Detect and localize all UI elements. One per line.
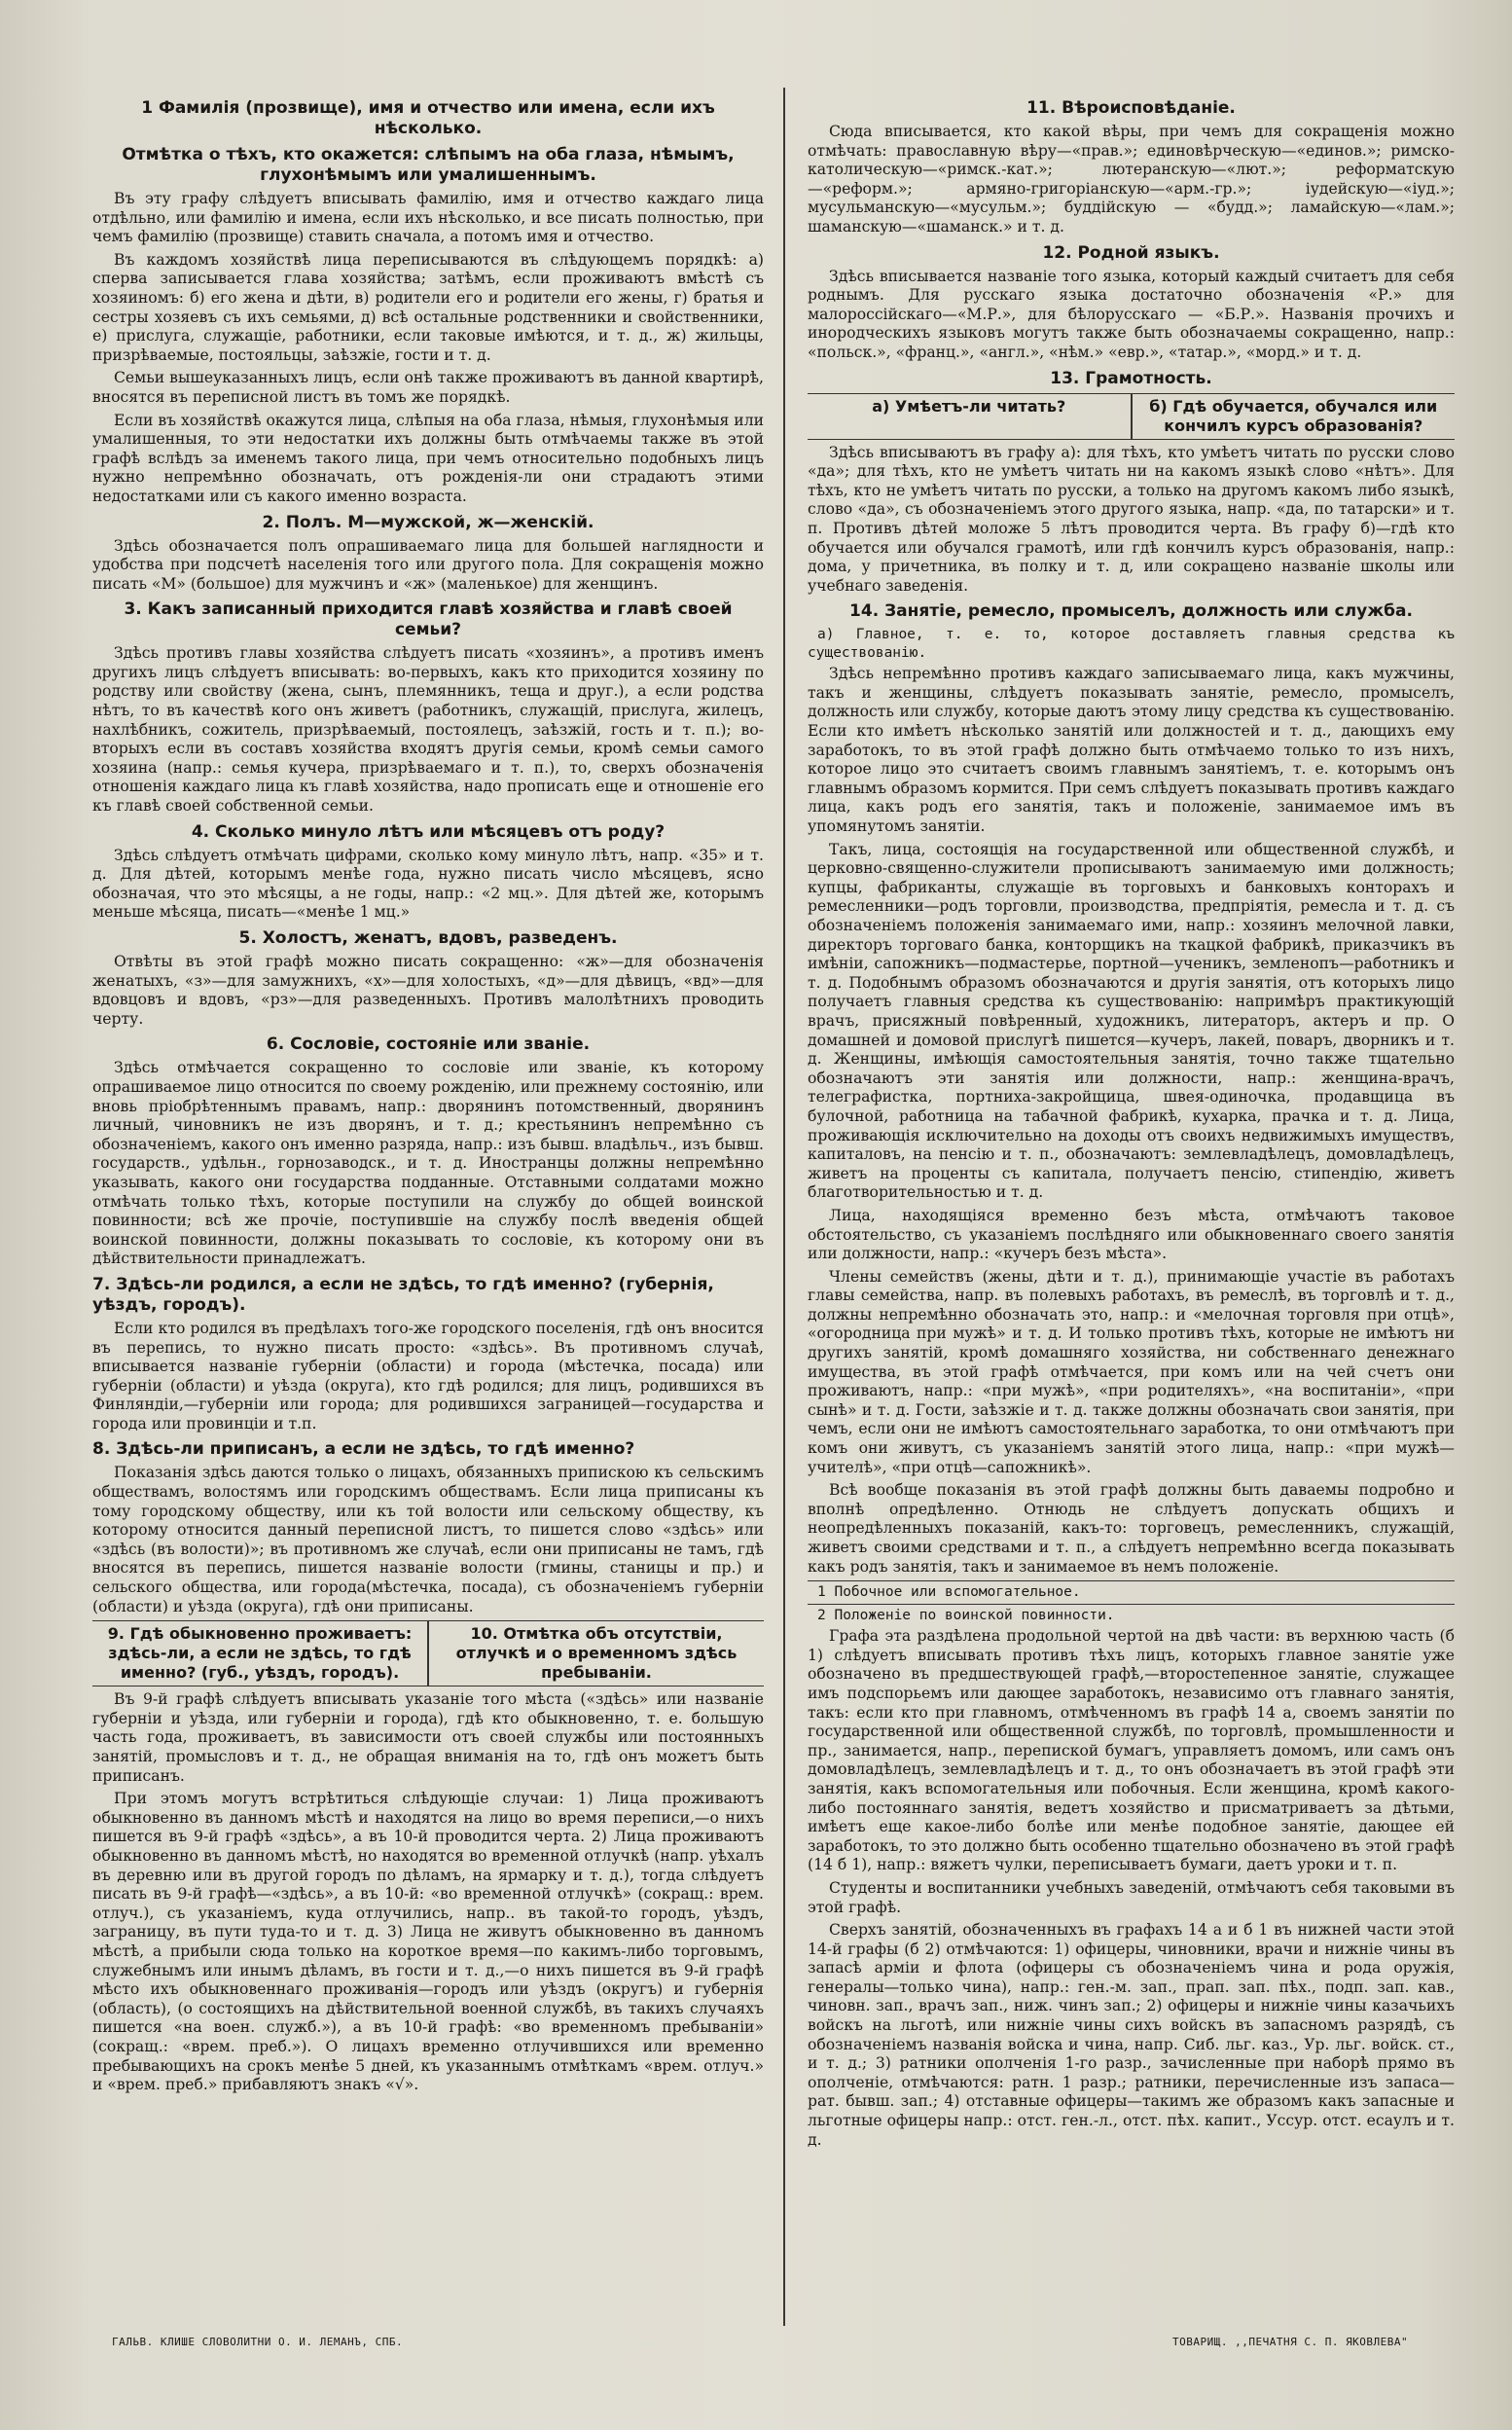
right-column	[808, 92, 1455, 2302]
section-13a-title: а) Умѣетъ-ли читать?	[872, 396, 1066, 416]
section-12-text: Здѣсь вписывается названіе того языка, который каждый считаетъ для себя роднымъ. Для русскаго языка достаточно обозначенія «Р.» для малороссійскаго—«М.Р.», для бѣлорусскаго — «Б.Р.». Названія прочихъ и инородческихъ языковъ могутъ также быть обозначаемы сокращенно, напр.: «польск.», «франц.», «англ.», «нѣм.» «евр.», «татар.», «морд.» и т. д.	[808, 267, 1455, 361]
section-11-title: 11. Вѣроисповѣданіе.	[1026, 98, 1236, 118]
section-7-text: Если кто родился въ предѣлахъ того-же городского поселенія, гдѣ онъ вносится въ перепись, то нужно писать просто: «здѣсь». Въ противномъ случаѣ, вписывается названіе губерніи (области) и города (мѣстечка, посада) или губерніи (области) и уѣзда (округа), кто гдѣ родился; для лицъ, родившихся въ Финляндіи,—губерніи или города; для родившихся заграницей—государства и города или провинціи и т.п.	[92, 1319, 764, 1433]
section-2-title: 2. Полъ. М—мужской, ж—женскій.	[262, 512, 594, 532]
section-14-title: 14. Занятіе, ремесло, промыселъ, должность или служба.	[849, 601, 1413, 622]
section-1-text: Семьи вышеуказанныхъ лицъ, если онѣ также проживаютъ въ данной квартирѣ, вносятся въ переписной листъ въ томъ же порядкѣ.	[92, 369, 764, 406]
section-1-title: 1 Фамилія (прозвище), имя и отчество или имена, если ихъ нѣсколько.	[141, 98, 715, 138]
section-13-title: 13. Грамотность.	[1050, 368, 1212, 388]
section-14-text: Такъ, лица, состоящія на государственной или общественной службѣ, и церковно-священно-служители прописываютъ занимаемую ими должность; купцы, фабриканты, служащіе въ торговыхъ и банковыхъ конторахъ и ремесленники—родъ торговли, производства, предпріятія, ремесла и т. д. съ обозначеніемъ положенія занимаемаго ими, напр.: хозяинъ мелочной лавки, директоръ торговаго банка, конторщикъ на ткацкой фабрикѣ, приказчикъ въ имѣніи, сапожникъ—подмастерье, портной—ученикъ, земленопъ—работникъ и т. д. Подобнымъ образомъ обозначаются и другія занятія, отъ которыхъ лицо получаетъ главныя средства къ существованію: напримѣръ практикующій врачъ, присяжный повѣренный, художникъ, литераторъ, актеръ и пр. О домашней и домовой прислугѣ пишется—кучеръ, лакей, поваръ, дворникъ и т. д. Женщины, имѣющія самостоятельныя занятія, точно также тщательно обозначаютъ эти занятія или должности, напр.: женщина-врачъ, телеграфистка, портниха-закройщица, швея-одиночка, продавщица въ булочной, работница на табачной фабрикѣ, кухарка, прачка и т. д. Лица, проживающія исключительно на доходы отъ своихъ недвижимыхъ имуществъ, капиталовъ, на пенсію и т. п., обозначаютъ: землевладѣлецъ, домовладѣлецъ, живетъ на проценты съ капитала, получаетъ пенсію, стипендію, живетъ благотворительностью и т. д.	[808, 840, 1455, 1202]
section-9-10-header	[92, 1620, 764, 1686]
divider	[808, 1604, 1455, 1605]
printer-credit-right: ТОВАРИЩ. ,,ПЕЧАТНЯ С. П. ЯКОВЛЕВА"	[1172, 2336, 1409, 2348]
section-3-title: 3. Какъ записанный приходится главѣ хозяйства и главѣ своей семьи?	[124, 599, 733, 640]
section-8-title: 8. Здѣсь-ли приписанъ, а если не здѣсь, то гдѣ именно?	[92, 1439, 635, 1460]
section-9-text: Въ 9-й графѣ слѣдуетъ вписывать указаніе того мѣста («здѣсь» или названіе губерніи и уѣзда, или губерніи и города), гдѣ кто обыкновенно, т. е. большую часть года, проживаетъ, въ зависимости отъ своей службы или постоянныхъ занятій, промысловъ и т. д., не обращая вниманія на то, гдѣ онъ можетъ быть приписанъ.	[92, 1690, 764, 1785]
section-8-text: Показанія здѣсь даются только о лицахъ, обязанныхъ припискою къ сельскимъ обществамъ, волостямъ или городскимъ обществамъ. Если лица приписаны къ тому городскому обществу, или къ той волости или сельскому обществу, къ которому относится данный переписной листъ, то пишется слово «здѣсь» или «здѣсь (въ волости)»; въ противномъ же случаѣ, если они приписаны не тамъ, гдѣ вносятся въ перепись, пишется названіе волости (гмины, станицы и пр.) и сельского общества, или города(мѣстечка, посада), съ обозначеніемъ губерніи (области) и уѣзда (округа), гдѣ они приписаны.	[92, 1464, 764, 1615]
section-3-text: Здѣсь противъ главы хозяйства слѣдуетъ писать «хозяинъ», а противъ именъ другихъ лицъ слѣдуетъ вписывать: во-первыхъ, какъ кто приходится хозяину по родству или свойству (жена, сынъ, племянникъ, теща и друг.), а если родства нѣтъ, то въ качествѣ кого онъ живетъ (работникъ, служащій, прислуга, жилецъ, нахлѣбникъ, сожитель, призрѣваемый, постоялецъ, заѣзжій, гость и т. п.); во-вторыхъ если въ составъ хозяйства входятъ другія семьи, кромѣ семьи самого хозяина (напр.: семья кучера, призрѣваемаго и т. п.), то, сверхъ обозначенія отношенія каждаго лица къ главѣ хозяйства, надо прописать еще и отношеніе его къ главѣ своей собственной семьи.	[92, 644, 764, 816]
section-5-text: Отвѣты въ этой графѣ можно писать сокращенно: «ж»—для обозначенія женатыхъ, «з»—для замужнихъ, «х»—для холостыхъ, «д»—для дѣвицъ, «вд»—для вдовцовъ и вдовъ, «рз»—для разведенныхъ. Противъ малолѣтнихъ проводить черту.	[92, 953, 764, 1028]
section-14-text: Сверхъ занятій, обозначенныхъ въ графахъ 14 а и б 1 въ нижней части этой 14-й графы (б 2) отмѣчаются: 1) офицеры, чиновники, врачи и нижніе чины въ запасѣ арміи и флота (офицеры съ обозначеніемъ чина и рода оружія, генералы—только чина), напр.: ген.-м. зап., прап. зап. пѣх., подп. зап. кав., чиновн. зап., врачъ зап., ниж. чинъ зап.; 2) офицеры и нижніе чины казачьихъ войскъ на льготѣ, или нижніе чины сихъ войскъ въ запасномъ разрядѣ, съ обозначеніемъ названія войска и чина, напр. Сиб. льг. каз., Ур. льг. войск. ст., и т. д.; 3) ратники ополченія 1-го разр., зачисленные при наборѣ прямо въ ополченіе, отмѣчаются: ратн. 1 разр.; ратники, перечисленные изъ запаса—рат. бывш. зап.; 4) отставные офицеры—такимъ же образомъ какъ запасные и льготные офицеры напр.: отст. ген.-л., отст. пѣх. капит., Уссур. отст. есаулъ и т. д.	[808, 1921, 1455, 2149]
section-14b1-subtitle: 1 Побочное или вспомогательное.	[817, 1584, 1081, 1601]
section-14-text: Студенты и воспитанники учебныхъ заведеній, отмѣчаютъ себя таковыми въ этой графѣ.	[808, 1878, 1455, 1916]
section-14-text: Здѣсь непремѣнно противъ каждаго записываемаго лица, какъ мужчины, такъ и женщины, слѣдуетъ показывать занятіе, ремесло, промыселъ, должность или службу, которые даютъ этому лицу средства къ существованію. Если кто имѣетъ нѣсколько занятій или должностей и т. д., дающихъ ему заработокъ, то въ этой графѣ должно быть отмѣчаемо только то изъ нихъ, которое лицо это считаетъ своимъ главнымъ занятіемъ, т. е. которымъ онъ главнымъ образомъ кормится. При семъ слѣдуетъ показывать противъ каждаго лица, какъ родъ его занятія, такъ и положеніе, занимаемое имъ въ упомянутомъ занятіи.	[808, 665, 1455, 836]
section-10-title: 10. Отмѣтка объ отсутствіи, отлучкѣ и о временномъ здѣсь пребываніи.	[427, 1621, 764, 1686]
section-4-title: 4. Сколько минуло лѣтъ или мѣсяцевъ отъ роду?	[191, 821, 666, 842]
section-9-text: При этомъ могутъ встрѣтиться слѣдующіе случаи: 1) Лица проживаютъ обыкновенно въ данномъ мѣстѣ и находятся на лицо во время переписи,—о нихъ пишется въ 9-й графѣ «здѣсь», а въ 10-й проводится черта. 2) Лица проживаютъ обыкновенно въ данномъ мѣстѣ, но находятся во временной отлучкѣ (напр. уѣхалъ въ деревню или въ другой городъ по дѣламъ, на ярмарку и т. д.), тогда слѣдуетъ писать въ 9-й графѣ—«здѣсь», а въ 10-й: «во временной отлучкѣ» (сокращ.: врем. отлуч.), съ указаніемъ, куда отлучились, напр.. въ такой-то городъ, уѣздъ, заграницу, въ пути туда-то и т. д. 3) Лица не живутъ обыкновенно въ данномъ мѣстѣ, а прибыли сюда только на короткое время—по какимъ-либо торговымъ, служебнымъ или инымъ дѣламъ, въ гости и т. д.,—о нихъ пишется въ 9-й графѣ мѣсто ихъ обыкновеннаго проживанія—городъ или уѣздъ (округъ) и губернія (область), (о состоящихъ на дѣйствительной военной службѣ, въ такихъ случаяхъ пишется «на воен. служб.»), а въ 10-й графѣ: «во временномъ пребываніи» (сокращ.: «врем. преб.»). О лицахъ временно отлучившихся или временно пребывающихъ на срокъ менѣе 5 дней, къ указаннымъ отмѣткамъ «врем. отлуч.» и «врем. преб.» прибавляютъ знакъ «√».	[92, 1790, 764, 2094]
section-1-text: Въ эту графу слѣдуетъ вписывать фамилію, имя и отчество каждаго лица отдѣльно, или фамилію и имена, если ихъ нѣсколько, и все писать полностью, при чемъ фамилію (прозвище) ставить сначала, а потомъ имя и отчество.	[92, 190, 764, 246]
section-6-text: Здѣсь отмѣчается сокращенно то сословіе или званіе, къ которому опрашиваемое лицо относится по своему рожденію, или прежнему состоянію, или вновь пріобрѣтеннымъ правамъ, напр.: дворянинъ потомственный, дворянинъ личный, чиновникъ не изъ дворянъ, и т. д.; крестьянинъ непремѣнно съ обозначеніемъ, какого онъ именно разряда, напр.: изъ бывш. владѣльч., изъ бывш. государств., удѣльн., горнозаводск., и т. д. Иностранцы должны непремѣнно указывать, какого они государства подданные. Отставными солдатами можно отмѣчать только тѣхъ, которые поступили на службу до общей воинской повинности; всѣ же прочіе, поступившіе на службу послѣ введенія общей воинской повинности, должны показывать то сословіе, къ которому они въ дѣйствительности принадлежатъ.	[92, 1059, 764, 1268]
column-divider	[783, 88, 785, 2326]
section-13-header	[808, 393, 1455, 440]
left-column	[92, 92, 764, 2302]
section-4-text: Здѣсь слѣдуетъ отмѣчать цифрами, сколько кому минуло лѣтъ, напр. «35» и т. д. Для дѣтей, которымъ менѣе года, нужно писать число мѣсяцевъ, ясно обозначая, что это мѣсяцы, а не годы, напр.: «2 мц.». Для дѣтей же, которымъ меньше мѣсяца, писать—«менѣе 1 мц.»	[92, 846, 764, 922]
section-14b2-subtitle: 2 Положеніе по воинской повинности.	[817, 1608, 1115, 1624]
section-1-note: Отмѣтка о тѣхъ, кто окажется: слѣпымъ на оба глаза, нѣмымъ, глухонѣмымъ или умалишеннымъ.	[122, 145, 735, 185]
section-1-text: Если въ хозяйствѣ окажутся лица, слѣпыя на оба глаза, нѣмыя, глухонѣмыя или умалишенныя, то эти недостатки ихъ должны быть отмѣчаемы также въ этой графѣ вслѣдъ за именемъ такого лица, при чемъ относительно подобныхъ лицъ нужно непремѣнно обозначать, отъ рожденія-ли они страдаютъ этими недостатками или съ какого именно возраста.	[92, 411, 764, 505]
section-14-text: Графа эта раздѣлена продольной чертой на двѣ части: въ верхнюю часть (б 1) слѣдуетъ вписывать противъ тѣхъ лицъ, которыхъ главное занятіе уже обозначено въ предшествующей графѣ,—второстепенное занятіе, служащее имъ подспорьемъ или дающее заработокъ, независимо отъ главнаго занятія, такъ: если кто при главномъ, отмѣченномъ въ графѣ 14 а, своемъ занятіи по государственной или общественной службѣ, по торговлѣ, промышленности и пр., занимается, напр., перепиской бумагъ, управляетъ домомъ, или самъ онъ домовладѣлецъ, землевладѣлецъ и т. д., то онъ обозначаетъ въ этой графѣ эти занятія, какъ вспомогательныя или побочныя. Если женщина, кромѣ какого-либо постояннаго занятія, ведетъ хозяйство и присматриваетъ за дѣтьми, имѣетъ еще какое-либо болѣе или менѣе подобное занятіе, дающее ей заработокъ, то это должно быть особенно тщательно обозначено въ этой графѣ (14 б 1), напр.: вяжетъ чулки, переписываетъ бумаги, даетъ уроки и т. п.	[808, 1627, 1455, 1874]
section-13-text: Здѣсь вписываютъ въ графу а): для тѣхъ, кто умѣетъ читать по русски слово «да»; для тѣхъ, кто не умѣетъ читать ни на какомъ языкѣ слово «нѣтъ». Для тѣхъ, кто не умѣетъ читать по русски, а только на другомъ какомъ либо языкѣ, слово «да», съ обозначеніемъ этого другого языка, напр. «да, по татарски» и т. п. Противъ дѣтей моложе 5 лѣтъ проводится черта. Въ графу б)—гдѣ кто обучается или обучался грамотѣ, или гдѣ кончилъ курсъ образованія, напр.: дома, у причетника, въ полку и т. д, или сокращено названіе школы или учебнаго заведенія.	[808, 443, 1455, 595]
divider	[808, 1580, 1455, 1581]
section-6-title: 6. Сословіе, состояніе или званіе.	[266, 1034, 591, 1055]
section-7-title: 7. Здѣсь-ли родился, а если не здѣсь, то гдѣ именно? (губернія, уѣздъ, городъ).	[92, 1274, 714, 1315]
section-14-text: Лица, находящіяся временно безъ мѣста, отмѣчаютъ таковое обстоятельство, съ указаніемъ послѣдняго или обыкновеннаго своего занятія или должности, напр.: «кучеръ безъ мѣста».	[808, 1206, 1455, 1263]
section-14-text: Всѣ вообще показанія въ этой графѣ должны быть даваемы подробно и вполнѣ опредѣленно. Отнюдь не слѣдуетъ допускать общихъ и неопредѣленныхъ показаній, какъ-то: торговецъ, ремесленникъ, служащій, живетъ своими средствами и т. п., а слѣдуетъ непремѣнно всегда показывать какъ родъ занятія, такъ и занимаемое въ немъ положеніе.	[808, 1481, 1455, 1576]
section-12-title: 12. Родной языкъ.	[1042, 242, 1220, 263]
section-2-text: Здѣсь обозначается полъ опрашиваемаго лица для большей наглядности и удобства при подсчетѣ населенія того или другого пола. Для сокращенія можно писать «М» (большое) для мужчинъ и «ж» (маленькое) для женщинъ.	[92, 536, 764, 593]
printer-credit-left: ГАЛЬВ. КЛИШЕ СЛОВОЛИТНИ О. И. ЛЕМАНЪ, СПБ.	[112, 2336, 404, 2348]
section-11-text: Сюда вписывается, кто какой вѣры, при чемъ для сокращенія можно отмѣчать: православную вѣру—«прав.»; единовѣрческую—«единов.»; римско-католическую—«римск.-кат.»; лютеранскую—«лют.»; реформатскую—«реформ.»; армяно-григоріанскую—«арм.-гр.»; іудейскую—«іуд.»; мусульманскую—«мусульм.»; буддійскую — «будд.»; ламайскую—«лам.»; шаманскую—«шаманск.» и т. д.	[808, 123, 1455, 236]
section-14a-subtitle: а) Главное, т. е. то, которое доставляетъ главныя средства къ существованію.	[808, 627, 1455, 662]
section-13b-title: б) Гдѣ обучается, обучался или кончилъ курсъ образованія?	[1131, 394, 1456, 439]
section-9-title: 9. Гдѣ обыкновенно проживаетъ: здѣсь-ли, а если не здѣсь, то гдѣ именно? (губ., уѣздъ, городъ).	[107, 1624, 413, 1683]
section-1-text: Въ каждомъ хозяйствѣ лица переписываются въ слѣдующемъ порядкѣ: а) сперва записывается глава хозяйства; затѣмъ, если проживаютъ вмѣстѣ съ хозяиномъ: б) его жена и дѣти, в) родители его и родители его жены, г) братья и сестры хозяевъ съ ихъ семьями, д) всѣ остальные родственники и свойственники, е) прислуга, служащіе, работники, если таковые имѣются, и т. д., ж) жильцы, призрѣваемые, постояльцы, заѣзжіе, гости и т. д.	[92, 250, 764, 364]
section-14-text: Члены семействъ (жены, дѣти и т. д.), принимающіе участіе въ работахъ главы семейства, напр. въ полевыхъ работахъ, въ ремеслѣ, въ торговлѣ и т. д., должны непремѣнно обозначать это, напр.: и «мелочная торговля при отцѣ», «огородница при мужѣ» и т. д. И только противъ тѣхъ, которые не имѣютъ ни другихъ занятій, кромѣ домашняго хозяйства, ни собственнаго денежнаго имущества, въ этой графѣ отмѣчается, при комъ или на чей счетъ они проживаютъ, напр.: «при мужѣ», «при родителяхъ», «на воспитаніи», «при сынѣ» и т. д. Гости, заѣзжіе и т. д. также должны обозначать свои занятія, при чемъ, если они не имѣютъ самостоятельнаго заработка, то они отмѣчаютъ при комъ они живутъ, съ указаніемъ занятій этого лица, напр.: «при мужѣ—учителѣ», «при отцѣ—сапожникѣ».	[808, 1267, 1455, 1476]
section-5-title: 5. Холостъ, женатъ, вдовъ, разведенъ.	[238, 928, 618, 948]
